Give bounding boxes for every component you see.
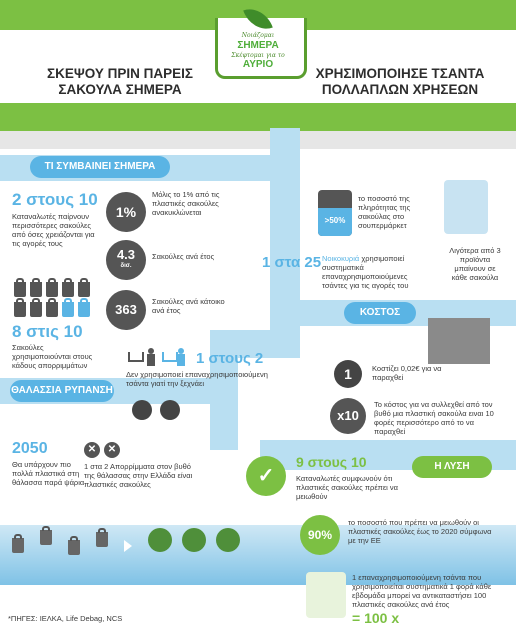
arrow-icon [124,540,132,552]
fish-icon [148,528,172,552]
green-band [0,103,516,131]
cart-icon [128,348,188,366]
per-capita-text: Σακούλες ανά κάτοικο ανά έτος [152,297,225,315]
reuse-text: 1 επαναχρησιμοποιούμενη τσάντα που χρησιμοποιείται συστηματικά 1 φορά κάθε εβδομάδα μπορεί να αντικαταστήσει 100 πλαστικές σακούλες ανά έτος [352,573,492,609]
bag-icon [68,540,80,555]
bags-year-unit: δισ. [120,263,132,269]
bag-icon [14,302,26,317]
bag-icon [46,302,58,317]
per-capita-circle: 363 [106,290,146,330]
solution-title: Η ΛΥΣΗ [412,456,492,478]
recycle-bag-icon [306,572,346,618]
sea-year-text: Θα υπάρχουν πιο πολλά πλαστικά στη θάλασσα παρά ψάρια [12,460,85,487]
logo-line1: Νοιάζομαι [241,32,275,39]
one-of-25-body: χρησιμοποιεί συστηματικά επαναχρησιμοποιούμενες τσάντες για τις αγορές του [322,254,409,290]
bag-icon [40,530,52,545]
cost-one: 1 [334,360,362,388]
fish-icon [160,400,180,420]
bag-icon [14,282,26,297]
logo-line2: ΣΗΜΕΡΑ [237,40,279,51]
logo-line3: Σκέφτομαι για το [231,52,285,59]
bag-icon [96,532,108,547]
check-icon: ✓ [246,456,286,496]
one-of-25: 1 στα 25 [262,254,322,271]
header-left: ΣΚΕΨΟΥ ΠΡΙΝ ΠΑΡΕΙΣ ΣΑΚΟΥΛΑ ΣΗΜΕΡΑ [46,66,194,97]
bag-icon [46,282,58,297]
bags-year-circle [106,240,146,280]
footer-sources: *ΠΗΓΕΣ: ΙΕΛΚΑ, Life Debag, NCS [8,614,123,623]
one-of-25-lead: Νοικοκυριά [322,254,360,263]
lighter-text: Λιγότερα από 3 προϊόντα μπαίνουν σε κάθε σακούλα [449,246,501,282]
cost-x10-text: Το κόστος για να συλλεχθεί από τον βυθό μια πλαστική σακούλα ειναι 10 φορές περισσότερο από το να παραχθεί [374,400,494,436]
factory-icon [428,318,490,364]
cost-title: ΚΟΣΤΟΣ [344,302,416,324]
cost-x10: x10 [330,398,366,434]
cost-one-text: Κοστίζει 0,02€ για να παραχθεί [372,364,442,382]
fill-pct-text: το ποσοστό της πληρότητας της σακούλας στο σουπερμάρκετ [358,194,411,230]
bags-year-value: 4.3 [116,247,136,262]
bag-icon [12,538,24,553]
fish-icon [132,400,152,420]
bags-year-text: Σακούλες ανά έτος [152,252,215,261]
fill-pct: >50% [324,216,346,225]
fish-icon [182,528,206,552]
one-of-two: 1 στους 2 [196,350,264,367]
equals-100: = 100 x [352,610,400,626]
header-right: ΧΡΗΣΙΜΟΠΟΙΗΣΕ ΤΣΑΝΤΑ ΠΟΛΛΑΠΛΩΝ ΧΡΗΣΕΩΝ [315,66,485,97]
one-of-25-text [322,254,432,290]
bag-icon [30,302,42,317]
gray-band [0,131,516,149]
bag-grid [14,278,104,318]
sea-title: ΘΑΛΑΣΣΙΑ ΡΥΠΑΝΣΗ [10,380,114,402]
x-icon: ✕ [84,442,100,458]
pct90-circle: 90% [300,515,340,555]
today-title: ΤΙ ΣΥΜΒΑΙΝΕΙ ΣΗΜΕΡΑ [30,156,170,178]
eight-of-ten-text: Σακούλες χρησιμοποιούνται στους κάδους απορριμμάτων [12,343,93,370]
bag-outline-icon [444,180,488,234]
sea-year: 2050 [12,440,48,457]
x-icon: ✕ [104,442,120,458]
two-of-ten-text: Καταναλωτές παίρνουν περισσότερες σακούλες από όσες χρειάζονται για τις αγορές τους [12,212,95,248]
bag-icon [62,302,74,317]
bag-icon [78,282,90,297]
two-of-ten: 2 στους 10 [12,190,98,209]
nine-of-ten-text: Καταναλωτές συμφωνούν ότι πλαστικές σακούλες πρέπει να μειωθούν [296,474,399,501]
bag-icon [30,282,42,297]
bag-icon [318,190,352,236]
sea-one-of-two-text: 1 στα 2 Απορρίμματα στον βυθό της θάλασσας στην Ελλάδα είναι πλαστικές σακούλες [84,462,193,489]
fish-icon [216,528,240,552]
logo-line4: ΑΥΡΙΟ [242,59,274,70]
one-of-two-text: Δεν χρησιμοποιεί επαναχρησιμοποιούμενη τσάντα γιατί την ξεχνάει [126,370,268,388]
pct1-text: Μόλις το 1% από τις πλαστικές σακούλες ανακυκλώνεται [152,190,220,217]
nine-of-ten: 9 στους 10 [296,454,367,470]
pct90-text: το ποσοστό που πρέπει να μειωθούν οι πλαστικές σακούλες έως το 2020 σύμφωνα με την ΕΕ [348,518,492,545]
bag-icon [62,282,74,297]
bag-icon [78,302,90,317]
pct1-circle: 1% [106,192,146,232]
eight-of-ten: 8 στις 10 [12,322,83,341]
